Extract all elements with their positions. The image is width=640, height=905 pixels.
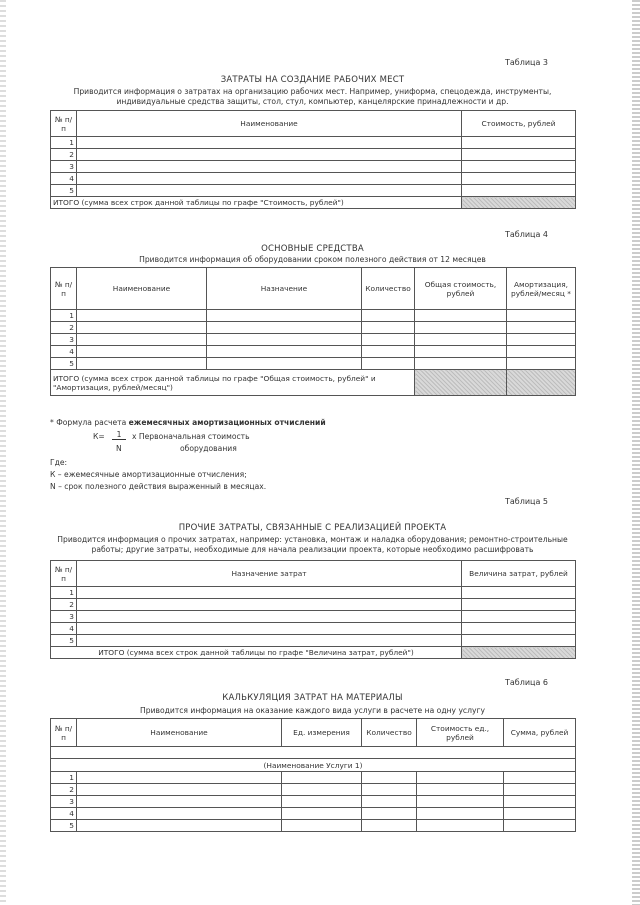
table4-label: Таблица 4 bbox=[504, 230, 548, 239]
table-row bbox=[51, 796, 576, 808]
table-row bbox=[51, 185, 576, 197]
row-number: 5 bbox=[51, 635, 77, 647]
row-number: 3 bbox=[51, 161, 77, 173]
table-row bbox=[51, 346, 576, 358]
table4 bbox=[50, 267, 576, 396]
table5-header-num: № п/п bbox=[51, 561, 77, 587]
table6-header-name: Наименование bbox=[77, 719, 282, 747]
row-number: 4 bbox=[51, 808, 77, 820]
table4-header-num: № п/п bbox=[51, 268, 77, 310]
row-number: 4 bbox=[51, 346, 77, 358]
table-row bbox=[51, 747, 576, 759]
table-row bbox=[51, 784, 576, 796]
table3-total-shaded-cell bbox=[462, 197, 576, 209]
table6-header-unit-cost: Стоимость ед., рублей bbox=[417, 719, 504, 747]
table-row bbox=[51, 334, 576, 346]
table5-title: ПРОЧИЕ ЗАТРАТЫ, СВЯЗАННЫЕ С РЕАЛИЗАЦИЕЙ ПРОЕКТА bbox=[178, 523, 447, 533]
table6-label: Таблица 6 bbox=[504, 678, 548, 687]
table5-label: Таблица 5 bbox=[504, 497, 548, 506]
table6-service-name: (Наименование Услуги 1) bbox=[51, 759, 576, 772]
row-number: 2 bbox=[51, 322, 77, 334]
formula-where: Где: bbox=[50, 458, 68, 467]
scan-edge-left bbox=[0, 0, 6, 905]
table5-header-purpose: Назначение затрат bbox=[77, 561, 462, 587]
table3-label: Таблица 3 bbox=[504, 58, 548, 67]
table4-total-line2: "Амортизация, рублей/месяц") bbox=[53, 382, 173, 392]
row-number: 2 bbox=[51, 149, 77, 161]
table6-header-sum: Сумма, рублей bbox=[504, 719, 576, 747]
formula-numerator: 1 bbox=[112, 430, 126, 440]
table6-header-num: № п/п bbox=[51, 719, 77, 747]
table3-title: ЗАТРАТЫ НА СОЗДАНИЕ РАБОЧИХ МЕСТ bbox=[220, 75, 405, 85]
table-row bbox=[51, 623, 576, 635]
formula-k: К= bbox=[93, 432, 105, 441]
formula-initial-cost: х Первоначальная стоимость bbox=[132, 432, 250, 441]
formula-denominator: N bbox=[116, 444, 122, 453]
table-row bbox=[51, 173, 576, 185]
table4-total-line1: ИТОГО (сумма всех строк данной таблицы по графе "Общая стоимость, рублей" и bbox=[53, 373, 376, 383]
table-row bbox=[51, 587, 576, 599]
formula-k-definition: К – ежемесячные амортизационные отчисления; bbox=[50, 470, 247, 479]
table6-title: КАЛЬКУЛЯЦИЯ ЗАТРАТ НА МАТЕРИАЛЫ bbox=[222, 693, 403, 703]
table3-header-name: Наименование bbox=[77, 111, 462, 137]
table-row bbox=[51, 137, 576, 149]
row-number: 2 bbox=[51, 599, 77, 611]
table5-total-shaded-cell bbox=[462, 647, 576, 659]
formula-equipment: оборудования bbox=[180, 444, 237, 453]
table4-header-amortization: Амортизация, рублей/месяц * bbox=[507, 268, 576, 310]
row-number: 2 bbox=[51, 784, 77, 796]
table4-header-purpose: Назначение bbox=[207, 268, 362, 310]
table3 bbox=[50, 110, 576, 209]
table5 bbox=[50, 560, 576, 659]
table3-total: ИТОГО (сумма всех строк данной таблицы по графе "Стоимость, рублей") bbox=[51, 197, 462, 209]
formula-n-definition: N – срок полезного действия выраженный в месяцах. bbox=[50, 482, 267, 491]
table4-total-shaded-cell bbox=[507, 370, 576, 396]
row-number: 1 bbox=[51, 587, 77, 599]
row-number: 1 bbox=[51, 310, 77, 322]
table6-desc: Приводится информация на оказание каждого вида услуги в расчете на одну услугу bbox=[140, 706, 485, 715]
table3-desc-line1: Приводится информация о затратах на организацию рабочих мест. Например, униформа, спецодежда, инструменты, bbox=[73, 87, 552, 96]
table4-total bbox=[51, 370, 415, 396]
table4-header-quantity: Количество bbox=[362, 268, 415, 310]
table-row bbox=[51, 808, 576, 820]
table5-desc-line1: Приводится информация о прочих затратах, например: установка, монтаж и наладка оборудования; ремонтно-строительные bbox=[57, 535, 568, 544]
table4-total-shaded-cell bbox=[415, 370, 507, 396]
table5-desc-line2: работы; другие затраты, необходимые для начала реализации проекта, которые необходимо расшифровать bbox=[91, 545, 534, 554]
table-row bbox=[51, 635, 576, 647]
row-number: 4 bbox=[51, 173, 77, 185]
table4-desc: Приводится информация об оборудовании сроком полезного действия от 12 месяцев bbox=[139, 255, 486, 264]
row-number: 1 bbox=[51, 772, 77, 784]
table-row bbox=[51, 149, 576, 161]
row-number: 1 bbox=[51, 137, 77, 149]
table4-title: ОСНОВНЫЕ СРЕДСТВА bbox=[261, 244, 364, 254]
row-number: 3 bbox=[51, 334, 77, 346]
row-number: 4 bbox=[51, 623, 77, 635]
formula-heading: * Формула расчета ежемесячных амортизационных отчислений bbox=[50, 418, 326, 427]
table-row bbox=[51, 161, 576, 173]
table6-header-quantity: Количество bbox=[362, 719, 417, 747]
table3-header-num: № п/п bbox=[51, 111, 77, 137]
table-row bbox=[51, 358, 576, 370]
table-row bbox=[51, 611, 576, 623]
table4-header-total-cost: Общая стоимость, рублей bbox=[415, 268, 507, 310]
table-row bbox=[51, 322, 576, 334]
table3-header-cost: Стоимость, рублей bbox=[462, 111, 576, 137]
row-number: 5 bbox=[51, 185, 77, 197]
table4-header-name: Наименование bbox=[77, 268, 207, 310]
table6-header-unit: Ед. измерения bbox=[282, 719, 362, 747]
table6 bbox=[50, 718, 576, 832]
row-number: 3 bbox=[51, 796, 77, 808]
table-row bbox=[51, 772, 576, 784]
table3-desc-line2: индивидуальные средства защиты, стол, стул, компьютер, канцелярские принадлежности и др. bbox=[116, 97, 509, 106]
table-row bbox=[51, 310, 576, 322]
table-row bbox=[51, 820, 576, 832]
table5-header-amount: Величина затрат, рублей bbox=[462, 561, 576, 587]
row-number: 5 bbox=[51, 358, 77, 370]
row-number: 5 bbox=[51, 820, 77, 832]
row-number: 3 bbox=[51, 611, 77, 623]
scan-edge-right bbox=[632, 0, 640, 905]
table-row bbox=[51, 599, 576, 611]
table5-total: ИТОГО (сумма всех строк данной таблицы по графе "Величина затрат, рублей") bbox=[51, 647, 462, 659]
